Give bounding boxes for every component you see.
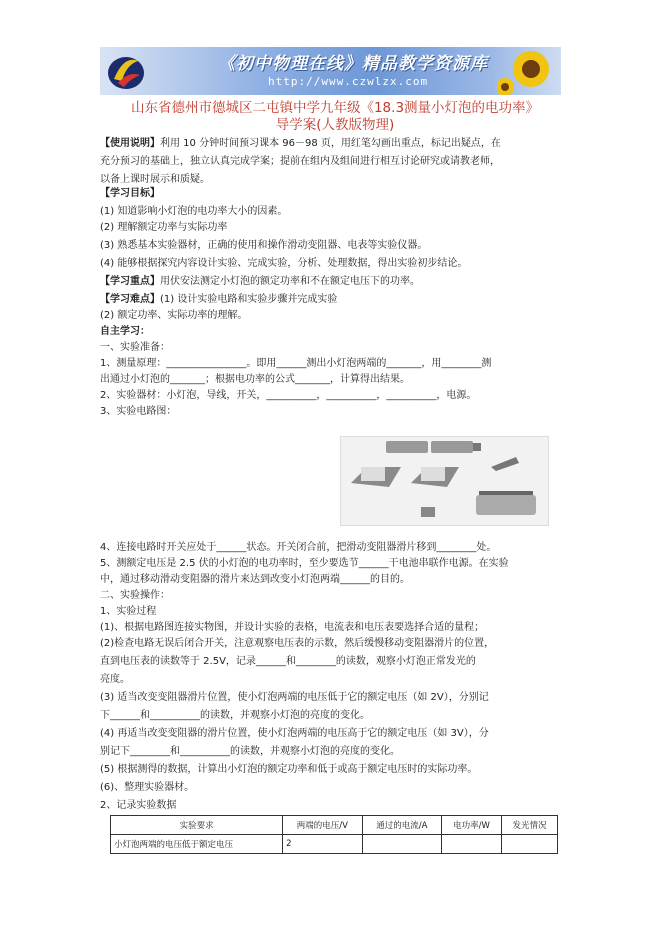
line-text: 一、实验准备： (100, 342, 170, 353)
table-cell (362, 835, 441, 854)
section-heading: 【学习难点】 (100, 294, 160, 305)
line-text: (1) 知道影响小灯泡的电功率大小的因素。 (100, 206, 288, 217)
text-line (100, 341, 170, 355)
text-line (100, 137, 501, 151)
line-text: 2、记录实验数据 (100, 800, 177, 811)
line-text: (1)、根据电路图连接实物图，并设计实验的表格，电流表和电压表要选择合适的量程； (100, 622, 485, 633)
line-text: 直到电压表的读数等于 2.5V，记录______和________的读数，观察小灯泡正常发光的 (100, 656, 476, 667)
circuit-apparatus-photo (340, 436, 549, 526)
text-line (100, 589, 170, 603)
text-line (100, 557, 509, 571)
text-line (100, 799, 176, 813)
site-logo-icon (104, 49, 148, 93)
text-line (100, 221, 227, 235)
text-line (100, 745, 400, 759)
table-header-cell: 电功率/W (442, 816, 502, 835)
text-line (100, 373, 410, 387)
line-text: (4) 再适当改变变阻器的滑片位置，使小灯泡两端的电压高于它的额定电压（如 3V），分 (100, 728, 489, 739)
line-text: 5、测额定电压是 2.5 伏的小灯泡的电功率时，至少要选节______干电池串联作电源。在实验 (100, 558, 509, 569)
table-cell: 2 (283, 835, 362, 854)
line-text: 2、实验器材：小灯泡，导线，开关，__________，__________，__________，电源。 (100, 390, 477, 401)
table-header-row (111, 816, 558, 835)
text-line (100, 325, 150, 339)
table-header-cell: 两端的电压/V (283, 816, 362, 835)
sunflower-icon (497, 47, 557, 95)
text-line (100, 389, 476, 403)
line-text: (1) 设计实验电路和实验步骤并完成实验 (160, 294, 338, 305)
text-line (100, 637, 494, 651)
line-text: (3) 熟悉基本实验器材，正确的使用和操作滑动变阻器、电表等实验仪器。 (100, 240, 428, 251)
text-line (100, 621, 484, 635)
line-text: 下______和__________的读数，并观察小灯泡的亮度的变化。 (100, 710, 370, 721)
line-text: 充分预习的基础上，独立认真完成学案；提前在组内及组间进行相互讨论研究或请教老师， (100, 156, 500, 167)
table-header-cell: 发光情况 (501, 816, 557, 835)
line-text: 4、连接电路时开关应处于______状态。开关闭合前，把滑动变阻器滑片移到________处。 (100, 542, 497, 553)
text-line (100, 205, 287, 219)
text-line (100, 155, 500, 169)
banner-url: http://www.czwlzx.com (268, 75, 429, 88)
section-heading: 【学习重点】 (100, 276, 160, 287)
line-text: (2) 理解额定功率与实际功率 (100, 222, 228, 233)
table-header-cell: 通过的电流/A (362, 816, 441, 835)
line-text: (5) 根据测得的数据，计算出小灯泡的额定功率和低于或高于额定电压时的实际功率。 (100, 764, 478, 775)
table-row (111, 835, 558, 854)
text-line (100, 709, 370, 723)
text-line (100, 673, 130, 687)
line-text: (3) 适当改变变阻器滑片位置，使小灯泡两端的电压低于它的额定电压（如 2V），分别记 (100, 692, 489, 703)
text-line (100, 727, 489, 741)
line-text: 1、实验过程 (100, 606, 157, 617)
text-line (100, 173, 210, 187)
banner-title: 《初中物理在线》精品教学资源库 (218, 54, 488, 74)
line-text: (4) 能够根据探究内容设计实验、完成实验，分析、处理数据，得出实验初步结论。 (100, 258, 468, 269)
table-cell: 小灯泡两端的电压低于额定电压 (111, 835, 283, 854)
text-line (100, 275, 420, 289)
line-text: 出通过小灯泡的_______；根据电功率的公式_______，计算得出结果。 (100, 374, 410, 385)
text-line (100, 541, 496, 555)
table-header-cell: 实验要求 (111, 816, 283, 835)
document-subtitle: 导学案(人教版物理) (275, 117, 395, 133)
line-text: (2)检查电路无误后闭合开关，注意观察电压表的示数，然后缓慢移动变阻器滑片的位置， (100, 638, 495, 649)
line-text: 1、测量原理：________________。即用______测出小灯泡两端的_______，用________测 (100, 358, 492, 369)
text-line (100, 405, 176, 419)
line-text: 中，通过移动滑动变阻器的滑片来达到改变小灯泡两端______的目的。 (100, 574, 410, 585)
text-line (100, 781, 194, 795)
section-heading: 【学习目标】 (100, 188, 160, 199)
line-text: 亮度。 (100, 674, 130, 685)
text-line (100, 763, 477, 777)
line-text: (2) 额定功率、实际功率的理解。 (100, 310, 248, 321)
text-line (100, 309, 247, 323)
section-heading: 【使用说明】 (100, 138, 160, 149)
text-line (100, 257, 467, 271)
line-text: 利用 10 分钟时间预习课本 96－98 页，用红笔勾画出重点，标记出疑点，在 (160, 138, 501, 149)
table-cell (442, 835, 502, 854)
section-heading: 自主学习： (100, 326, 150, 337)
data-table (110, 815, 558, 854)
line-text: 二、实验操作： (100, 590, 170, 601)
line-text: (6)、整理实验器材。 (100, 782, 195, 793)
document-title: 山东省德州市德城区二屯镇中学九年级《18.3测量小灯泡的电功率》 (130, 100, 540, 116)
text-line (100, 293, 337, 307)
header-banner (100, 47, 561, 95)
line-text: 用伏安法测定小灯泡的额定功率和不在额定电压下的功率。 (160, 276, 420, 287)
text-line (100, 655, 476, 669)
table-cell (501, 835, 557, 854)
line-text: 以备上课时展示和质疑。 (100, 174, 210, 185)
line-text: 别记下________和__________的读数，并观察小灯泡的亮度的变化。 (100, 746, 400, 757)
text-line (100, 573, 410, 587)
text-line (100, 187, 160, 201)
line-text: 3、实验电路图： (100, 406, 177, 417)
text-line (100, 605, 156, 619)
text-line (100, 691, 489, 705)
text-line (100, 357, 491, 371)
text-line (100, 239, 427, 253)
